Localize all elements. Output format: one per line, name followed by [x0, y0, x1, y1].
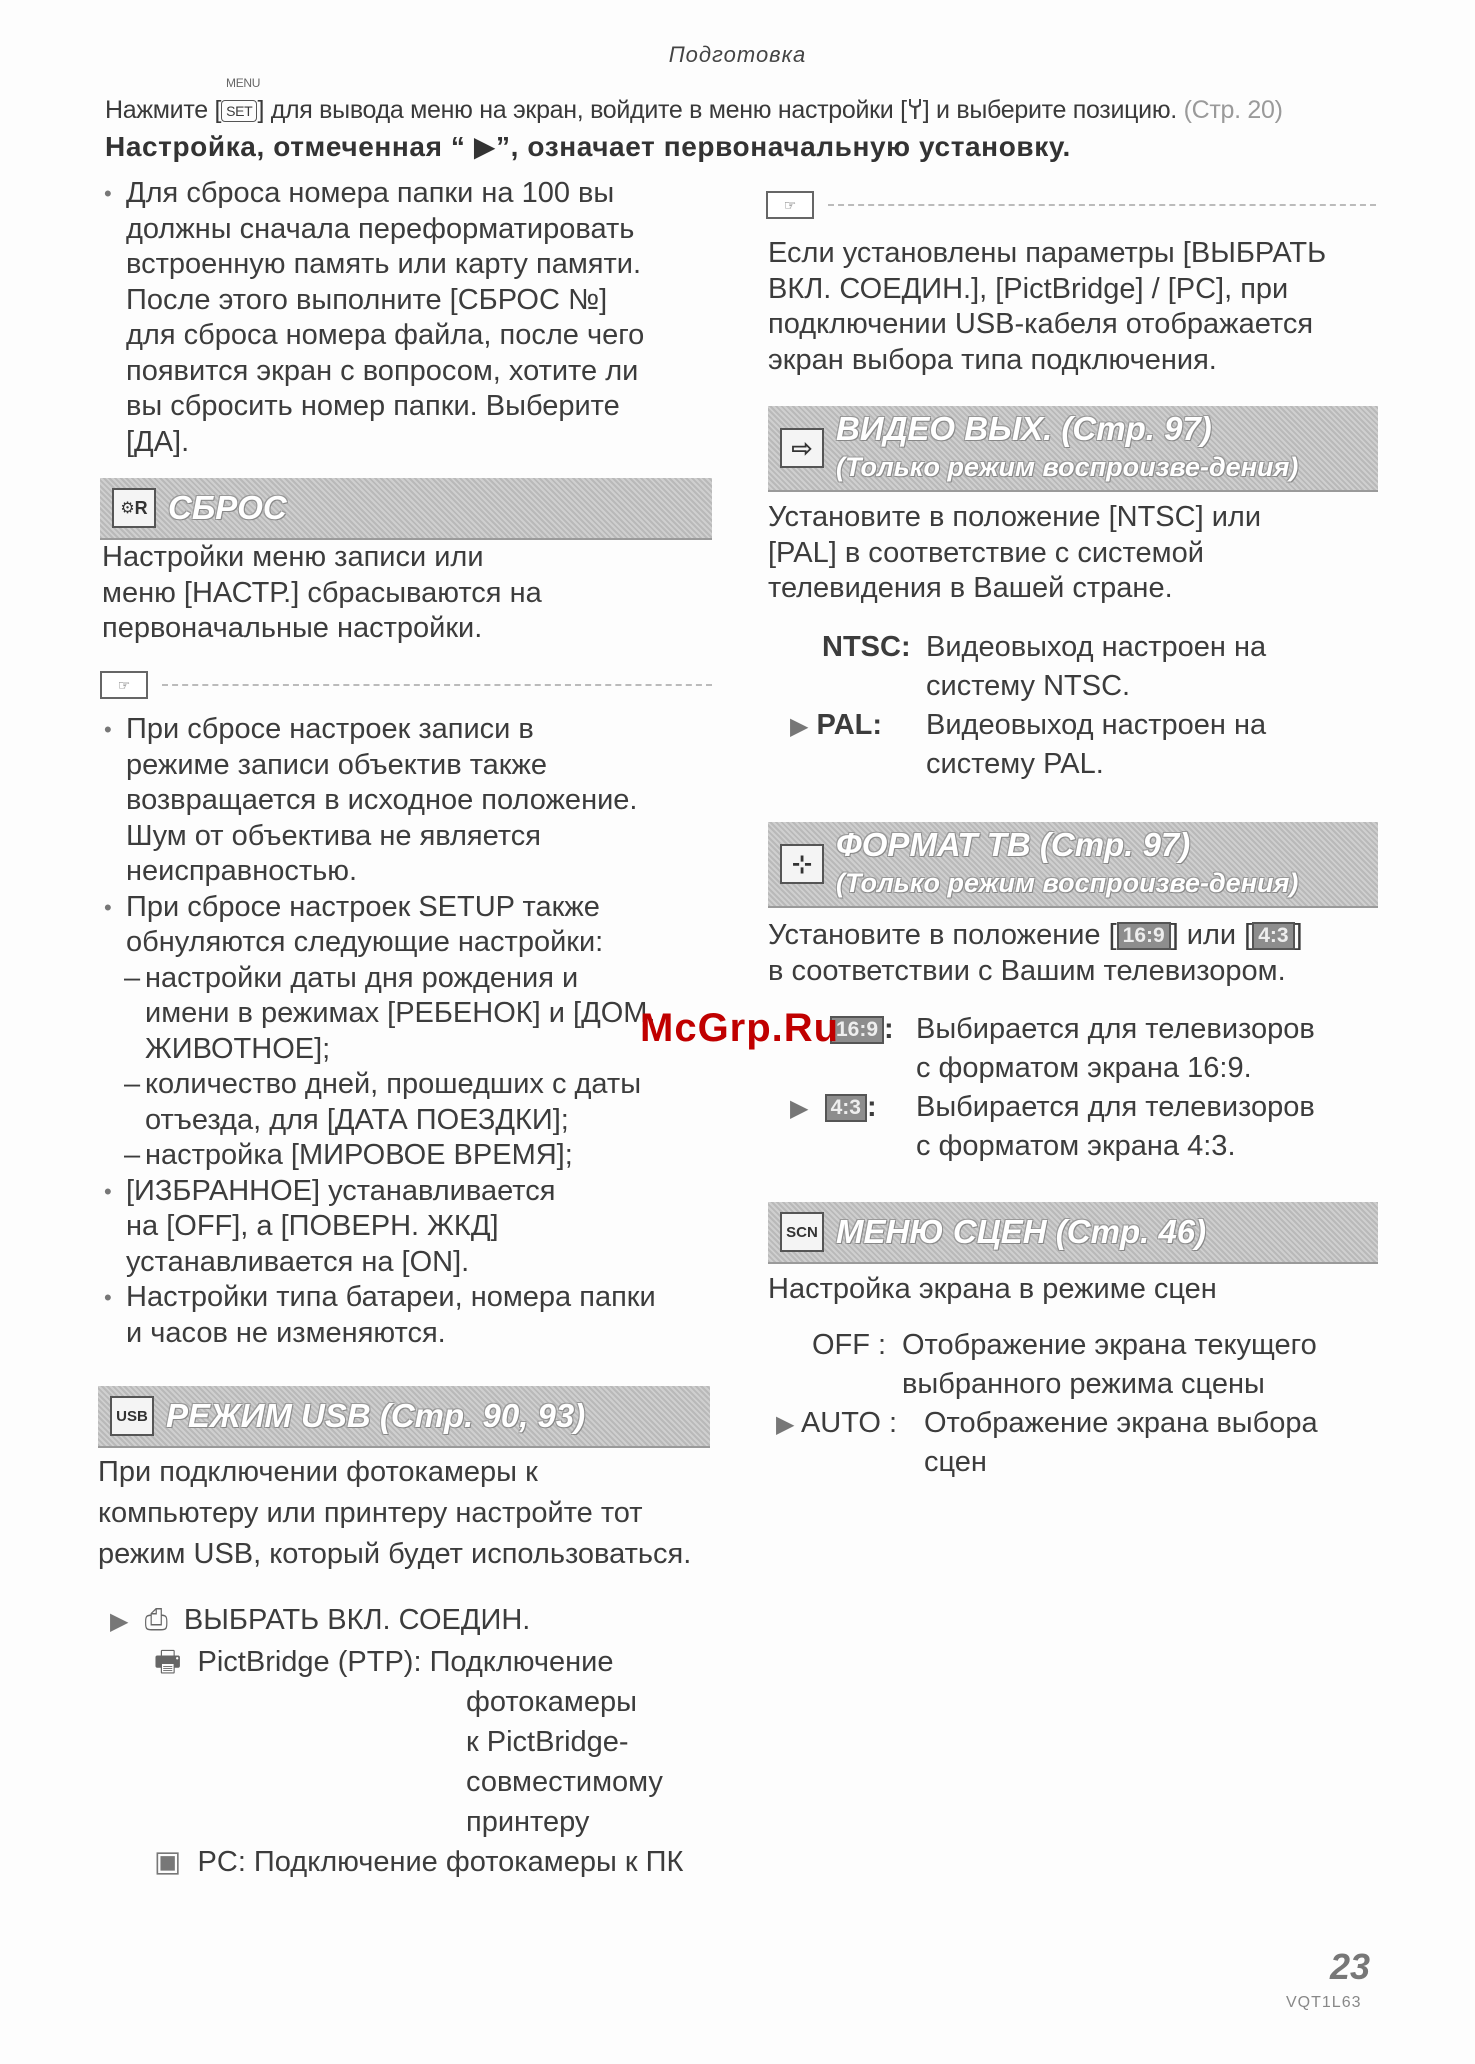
tv-format-band — [768, 822, 1378, 908]
text-line: должны сначала переформатировать — [126, 212, 635, 245]
aspect-169-chip: 16:9 — [830, 1016, 884, 1044]
video-out-subtitle: (Только режим воспроизве-дения) — [836, 452, 1299, 482]
text-line: [PAL] в соответствие с системой — [768, 536, 1204, 569]
text-line: • Настройки типа батареи, номера папки — [126, 1281, 656, 1313]
usb-option-select — [110, 1600, 720, 1642]
text-line: устанавливается на [ON]. — [126, 1245, 470, 1278]
text-line: Настройки меню записи или — [102, 541, 484, 573]
text-line: – настройка [МИРОВОЕ ВРЕМЯ]; — [145, 1139, 573, 1171]
text-line: появится экран с вопросом, хотите ли — [126, 354, 639, 387]
default-marker-icon: ▶ — [790, 713, 809, 740]
text-line: отъезда, для [ДАТА ПОЕЗДКИ]; — [145, 1103, 569, 1136]
dashed-rule — [162, 684, 712, 686]
usb-description — [98, 1452, 718, 1575]
text-line: ЖИВОТНОЕ]; — [145, 1032, 331, 1065]
tv-format-icon: ⊹ — [780, 844, 824, 884]
text-line: Видеовыход настроен на — [926, 631, 1267, 663]
text-line: неисправностью. — [126, 855, 358, 887]
page-header: Подготовка — [668, 42, 807, 67]
video-option-pal — [790, 706, 882, 746]
text-line: систему NTSC. — [926, 670, 1131, 702]
video-out-title-block — [836, 411, 1298, 485]
text-line: Шум от объектива не является — [126, 819, 541, 852]
default-marker-icon: ▶ — [110, 1608, 129, 1635]
ntsc-key: NTSC: — [822, 631, 911, 663]
text-line: принтеру — [466, 1806, 590, 1838]
usb-option-label: PC: Подключение фотокамеры к ПК — [197, 1846, 684, 1878]
tv-format-subtitle: (Только режим воспроизве-дения) — [836, 868, 1299, 898]
text-line: Настройка экрана в режиме сцен — [768, 1273, 1217, 1305]
reset-note-dash — [102, 1138, 712, 1174]
text-line: встроенную память или карту памяти. — [126, 248, 642, 280]
default-marker-icon: ▶ — [790, 1095, 809, 1122]
text-line: первоначальные настройки. — [102, 612, 483, 644]
off-key: OFF : — [812, 1329, 887, 1361]
scene-option-off-value — [902, 1326, 1382, 1404]
model-code: VQT1L63 — [1286, 1994, 1362, 2011]
text-line: с форматом экрана 16:9. — [916, 1052, 1252, 1084]
reset-icon-text: R — [134, 497, 148, 518]
folder-reset-note — [102, 176, 712, 460]
video-out-band — [768, 406, 1378, 492]
text-line: к PictBridge- — [466, 1726, 629, 1758]
intro-text-c: ] и выберите позицию. — [922, 96, 1177, 124]
wrench-icon — [907, 97, 923, 128]
default-marker-icon: ▶ — [776, 1411, 795, 1438]
text-line: сцен — [924, 1446, 987, 1478]
pal-key: PAL: — [816, 709, 883, 741]
text-line: имени в режимах [РЕБЕНОК] и [ДОМ. — [145, 997, 656, 1029]
tv-option-43-value — [916, 1088, 1386, 1166]
usb-note-header — [766, 190, 1376, 220]
text-line: – настройки даты дня рождения и — [145, 961, 579, 994]
text-line: ВКЛ. СОЕДИН.], [PictBridge] / [PC], при — [768, 272, 1289, 305]
reset-title: СБРОС — [168, 489, 287, 526]
note-icon: ☞ — [766, 191, 814, 219]
reset-note-bullet — [102, 712, 712, 890]
tv-option-169-key: 16:9 : — [830, 1010, 894, 1049]
scene-icon: SCN — [780, 1212, 824, 1252]
reset-note-bullet — [102, 1174, 712, 1281]
text-line: Если установлены параметры [ВЫБРАТЬ — [768, 237, 1327, 269]
text-line — [768, 918, 1388, 954]
text-line: вы сбросить номер папки. Выберите — [126, 390, 620, 422]
usb-option-pictbridge — [110, 1642, 720, 1682]
text-line: Отображение экрана выбора — [924, 1407, 1318, 1439]
text-line: • [ИЗБРАННОЕ] устанавливается — [126, 1174, 556, 1207]
scene-description — [768, 1272, 1388, 1308]
aspect-43-chip: 4:3 — [1252, 922, 1294, 950]
text-line: выбранного режима сцены — [902, 1368, 1265, 1400]
watermark: McGrp.Ru — [640, 1006, 840, 1050]
text-line: систему PAL. — [926, 748, 1104, 780]
aspect-169-chip: 16:9 — [1117, 922, 1171, 950]
video-out-icon: ⇨ — [780, 428, 824, 468]
scene-option-off-key — [812, 1326, 886, 1365]
text-line: и часов не изменяются. — [126, 1316, 446, 1349]
usb-option-key: PictBridge (PTP): — [197, 1646, 422, 1678]
intro-page-ref: (Стр. 20) — [1183, 96, 1283, 124]
usb-title: РЕЖИМ USB (Стр. 90, 93) — [166, 1397, 586, 1434]
text-line: Видеовыход настроен на — [926, 709, 1267, 741]
tv-format-description — [768, 918, 1388, 989]
video-out-description — [768, 500, 1388, 607]
intro-text-a: Нажмите [ — [105, 96, 222, 124]
text-line: на [OFF], а [ПОВЕРН. ЖКД] — [126, 1210, 499, 1242]
scene-option-auto-key — [776, 1404, 897, 1444]
printer-icon: 🖶 — [154, 1646, 182, 1678]
usb-section-band — [98, 1386, 710, 1448]
dashed-rule — [828, 204, 1376, 206]
text-line: • Для сброса номера папки на 100 вы — [126, 177, 615, 209]
usb-options — [110, 1600, 720, 1882]
text-line: Выбирается для телевизоров — [916, 1013, 1315, 1045]
usb-note-text — [768, 236, 1388, 378]
text-line: • При сбросе настроек SETUP также — [126, 890, 600, 923]
scene-menu-title: МЕНЮ СЦЕН (Стр. 46) — [836, 1213, 1207, 1250]
scene-menu-band — [768, 1202, 1378, 1264]
intro-line-1 — [105, 76, 1385, 128]
intro-line-2: Настройка, отмеченная “ ▶”, означает первоначальную установку. — [105, 131, 1071, 162]
text-line: При подключении фотокамеры к — [98, 1456, 538, 1488]
text-line: для сброса номера файла, после чего — [126, 319, 645, 351]
aspect-43-chip: 4:3 — [825, 1094, 867, 1122]
text-line: совместимому — [466, 1766, 663, 1798]
reset-note-header — [100, 670, 712, 700]
reset-icon: ⚙ R — [112, 488, 156, 528]
text-line: подключении USB-кабеля отображается — [768, 308, 1314, 340]
video-option-ntsc — [822, 628, 911, 667]
tv-option-43-key: ▶ 4:3 : — [790, 1091, 877, 1123]
text-line: После этого выполните [СБРОС №] — [126, 283, 608, 316]
text-line: Выбирается для телевизоров — [916, 1091, 1315, 1123]
folder-note-bullet — [102, 176, 712, 460]
text-line: меню [НАСТР.] сбрасываются на — [102, 576, 542, 609]
usb-option-pc — [110, 1842, 720, 1882]
reset-description — [102, 540, 712, 647]
page-number: 23 — [1330, 1946, 1371, 1987]
text-line: в соответствии с Вашим телевизором. — [768, 954, 1286, 987]
reset-note-bullet — [102, 890, 712, 961]
text-line: с форматом экрана 4:3. — [916, 1130, 1236, 1162]
menu-label-small: MENU — [226, 76, 261, 90]
auto-key: AUTO : — [800, 1407, 898, 1439]
text-line: обнуляются следующие настройки: — [126, 926, 604, 958]
tv-option-169-value — [916, 1010, 1386, 1088]
desc-part: ] — [1294, 919, 1303, 951]
usb-option-value: Подключение — [429, 1646, 614, 1678]
pc-icon: ▣ — [154, 1846, 182, 1878]
desc-part: ] или [ — [1170, 919, 1253, 951]
text-line: режиме записи объектив также — [126, 748, 548, 781]
text-line: • При сбросе настроек записи в — [126, 713, 534, 745]
text-line: Установите в положение [NTSC] или — [768, 501, 1262, 533]
reset-note-bullet — [102, 1280, 712, 1351]
reset-section-band — [100, 478, 712, 540]
set-button-icon: SET — [221, 100, 257, 122]
reset-notes — [102, 712, 712, 1351]
tv-format-title-block — [836, 827, 1298, 901]
usb-icon: USB — [110, 1396, 154, 1436]
note-icon: ☞ — [100, 671, 148, 699]
desc-part: Установите в положение [ — [768, 919, 1117, 951]
text-line: Отображение экрана текущего — [902, 1329, 1317, 1361]
text-line: телевидения в Вашей стране. — [768, 572, 1173, 604]
reset-note-dash — [102, 1067, 712, 1138]
text-line: фотокамеры — [466, 1686, 637, 1718]
tv-format-title: ФОРМАТ ТВ (Стр. 97) — [836, 826, 1191, 863]
text-line: возвращается в исходное положение. — [126, 784, 638, 816]
reset-note-dash — [102, 961, 712, 1068]
scene-option-auto-value — [924, 1404, 1384, 1482]
text-line: компьютеру или принтеру настройте тот — [98, 1497, 643, 1529]
select-icon: ⎙ — [144, 1604, 168, 1636]
text-line: – количество дней, прошедших с даты — [145, 1068, 642, 1100]
text-line: экран выбора типа подключения. — [768, 343, 1217, 376]
pal-value — [926, 706, 1386, 784]
usb-option-label: ВЫБРАТЬ ВКЛ. СОЕДИН. — [183, 1604, 531, 1636]
video-out-title: ВИДЕО ВЫХ. (Стр. 97) — [836, 410, 1212, 447]
ntsc-value — [926, 628, 1386, 706]
intro-text-b: ] для вывода меню на экран, войдите в меню настройки [ — [257, 96, 907, 124]
text-line: режим USB, который будет использоваться. — [98, 1538, 692, 1570]
text-line: [ДА]. — [126, 425, 190, 458]
